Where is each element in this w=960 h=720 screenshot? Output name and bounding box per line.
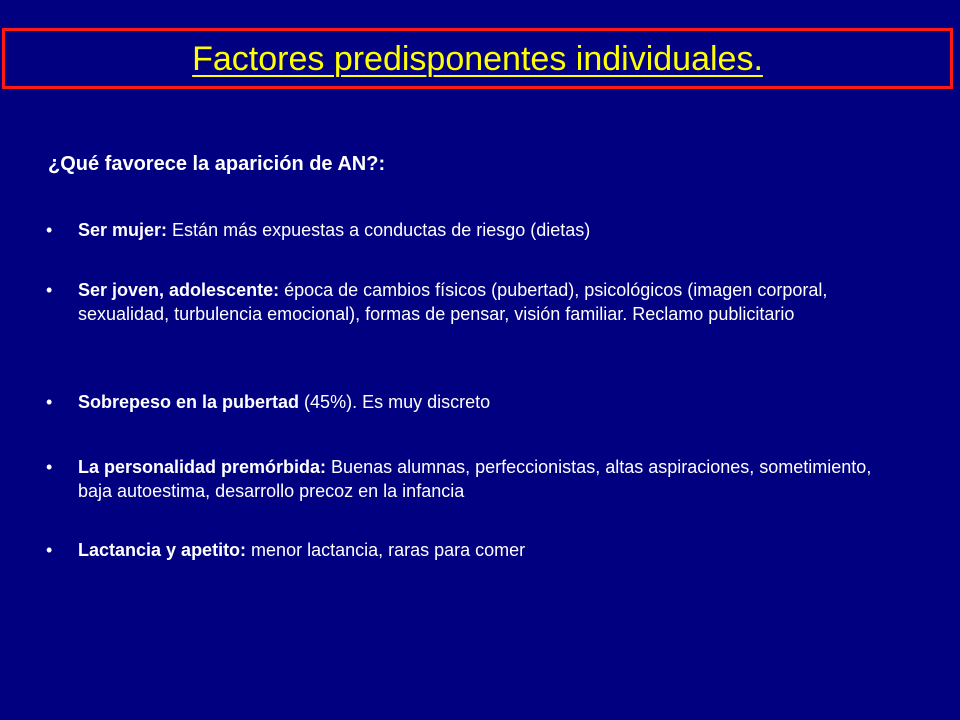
bullet-item-lactancia (46, 538, 906, 562)
bullet-label: Ser mujer: (78, 220, 168, 240)
bullet-body: Buenas alumnas, perfeccionistas, altas aspiraciones, sometimiento, baja autoestima, desarrollo precoz en la infancia (78, 457, 872, 501)
bullet-item-sobrepeso (46, 390, 906, 414)
bullet-body: (45%). Es muy discreto (299, 392, 491, 412)
bullet-dot-icon: • (46, 457, 53, 477)
bullet-item-personalidad (46, 455, 906, 505)
question-heading: ¿Qué favorece la aparición de AN?: (48, 153, 386, 175)
bullet-label: La personalidad premórbida: (78, 457, 327, 477)
bullet-dot-icon: • (46, 392, 53, 412)
bullet-label: Ser joven, adolescente: (78, 280, 280, 300)
bullet-item-ser-joven (46, 278, 906, 352)
title-box (2, 28, 953, 89)
bullet-dot-icon: • (46, 220, 53, 240)
bullet-body: menor lactancia, raras para comer (246, 540, 526, 560)
bullet-body: época de cambios físicos (pubertad), psicológicos (imagen corporal, sexualidad, turbulencia emocional), formas de pensar, visión familiar. Reclamo publicitario (78, 280, 828, 324)
bullet-item-ser-mujer (46, 218, 906, 242)
slide-title: Factores predisponentes individuales. (192, 40, 763, 78)
bullet-dot-icon: • (46, 540, 53, 560)
bullet-text (78, 455, 906, 503)
bullet-label: Lactancia y apetito: (78, 540, 247, 560)
bullet-text (78, 278, 906, 326)
bullet-label: Sobrepeso en la pubertad (78, 392, 300, 412)
bullet-body: Están más expuestas a conductas de riesgo (dietas) (167, 220, 591, 240)
bullet-text (78, 218, 906, 242)
bullet-text (78, 538, 906, 562)
bullet-text (78, 390, 906, 414)
bullet-dot-icon: • (46, 280, 53, 300)
